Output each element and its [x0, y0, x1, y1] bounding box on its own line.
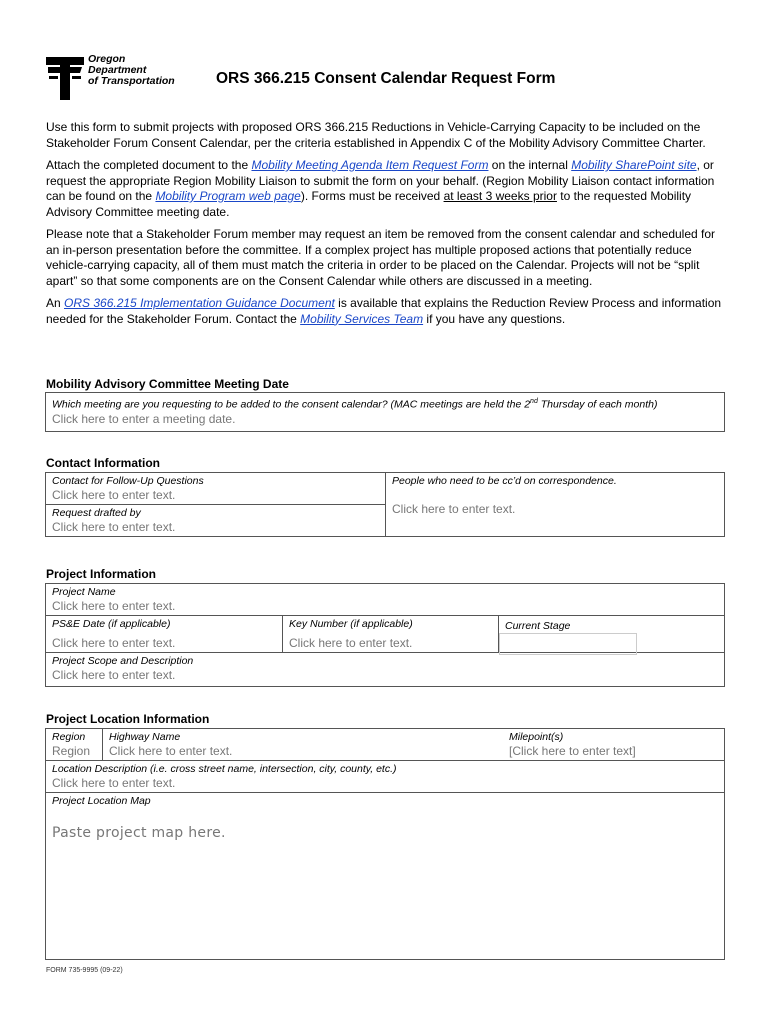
- odot-logo-icon: [44, 54, 86, 102]
- current-stage-field[interactable]: [499, 633, 637, 655]
- project-section-heading: Project Information: [46, 567, 157, 581]
- location-section-heading: Project Location Information: [46, 712, 210, 726]
- highway-name-label: Highway Name: [109, 731, 181, 743]
- logo-wordmark: Oregon Department of Transportation: [88, 53, 175, 87]
- contact-section-heading: Contact Information: [46, 456, 160, 470]
- mobility-services-team-link[interactable]: Mobility Services Team: [300, 311, 424, 326]
- drafted-by-field[interactable]: Click here to enter text.: [52, 520, 176, 534]
- pse-date-field[interactable]: Click here to enter text.: [52, 636, 176, 650]
- intro-paragraph-2: Attach the completed document to the Mobility Meeting Agenda Item Request Form on the internal Mobility SharePoint site, or request the appropriate Region Mobility Liaison to submit the form on your behalf. (Region Mobility Liaison contact information can be found on the Mobility Program web page). Forms must be received at least 3 weeks prior to the requested Mobility Advisory Committee meeting date.: [46, 158, 715, 219]
- sharepoint-site-link[interactable]: Mobility SharePoint site: [571, 158, 697, 172]
- mac-table: [45, 392, 725, 432]
- agenda-request-form-link[interactable]: Mobility Meeting Agenda Item Request Form: [251, 158, 489, 172]
- current-stage-label: Current Stage: [505, 620, 571, 632]
- odot-logo: [44, 54, 194, 102]
- location-description-field[interactable]: Click here to enter text.: [52, 776, 176, 790]
- cc-label: People who need to be cc’d on correspondence.: [392, 475, 617, 487]
- project-scope-label: Project Scope and Description: [52, 655, 194, 667]
- meeting-date-field[interactable]: Click here to enter a meeting date.: [52, 411, 236, 426]
- followup-contact-field[interactable]: Click here to enter text.: [52, 488, 176, 502]
- key-number-field[interactable]: Click here to enter text.: [289, 636, 413, 650]
- project-scope-field[interactable]: Click here to enter text.: [52, 668, 176, 682]
- project-name-field[interactable]: Click here to enter text.: [52, 599, 176, 613]
- followup-contact-label: Contact for Follow-Up Questions: [52, 475, 204, 487]
- region-label: Region: [52, 731, 86, 743]
- mac-section-heading: Mobility Advisory Committee Meeting Date: [46, 377, 289, 391]
- intro-paragraph-1: Use this form to submit projects with proposed ORS 366.215 Reductions in Vehicle-Carrying Capacity to be included on the Stakeholder Forum Consent Calendar, per the criteria established in Appendix C of the Mobility Advisory Committee Charter.: [46, 120, 706, 150]
- milepoint-field[interactable]: [Click here to enter text]: [509, 744, 636, 758]
- cc-field[interactable]: Click here to enter text.: [392, 502, 516, 516]
- location-map-field[interactable]: Paste project map here.: [52, 825, 226, 841]
- location-description-label: Location Description (i.e. cross street name, intersection, city, county, etc.): [52, 763, 397, 775]
- drafted-by-label: Request drafted by: [52, 507, 141, 519]
- form-number: FORM 735-9995 (09-22): [46, 967, 123, 974]
- intro-paragraph-4: An ORS 366.215 Implementation Guidance Document is available that explains the Reduction Review Process and information needed for the Stakeholder Forum. Contact the Mobility Services Team if you have any questions.: [46, 296, 722, 326]
- contact-table: [45, 472, 725, 537]
- milepoint-label: Milepoint(s): [509, 731, 564, 743]
- location-map-label: Project Location Map: [52, 795, 151, 807]
- guidance-document-link[interactable]: ORS 366.215 Implementation Guidance Document: [64, 296, 335, 310]
- project-name-label: Project Name: [52, 586, 116, 598]
- mobility-program-link[interactable]: Mobility Program web page: [155, 189, 301, 203]
- intro-text: [46, 120, 726, 334]
- highway-name-field[interactable]: Click here to enter text.: [109, 744, 233, 758]
- location-table: [45, 728, 725, 960]
- project-table: [45, 583, 725, 687]
- region-field[interactable]: Region: [52, 744, 91, 758]
- intro-paragraph-3: Please note that a Stakeholder Forum member may request an item be removed from the consent calendar and scheduled for an in-person presentation before the committee. If a complex project has multiple proposed actions that potentially reduce vehicle-carrying capacity, all of them must match the criteria in order to be placed on the Calendar. Projects will not be “split apart” so that some components are on the Consent Calendar while others are discussed in a meeting.: [46, 227, 716, 288]
- mac-question: Which meeting are you requesting to be added to the consent calendar? (MAC meetings are held the 2nd Thursday of each month): [52, 398, 658, 411]
- page-title: ORS 366.215 Consent Calendar Request Form: [216, 70, 556, 87]
- key-number-label: Key Number (if applicable): [289, 618, 413, 630]
- pse-date-label: PS&E Date (if applicable): [52, 618, 171, 630]
